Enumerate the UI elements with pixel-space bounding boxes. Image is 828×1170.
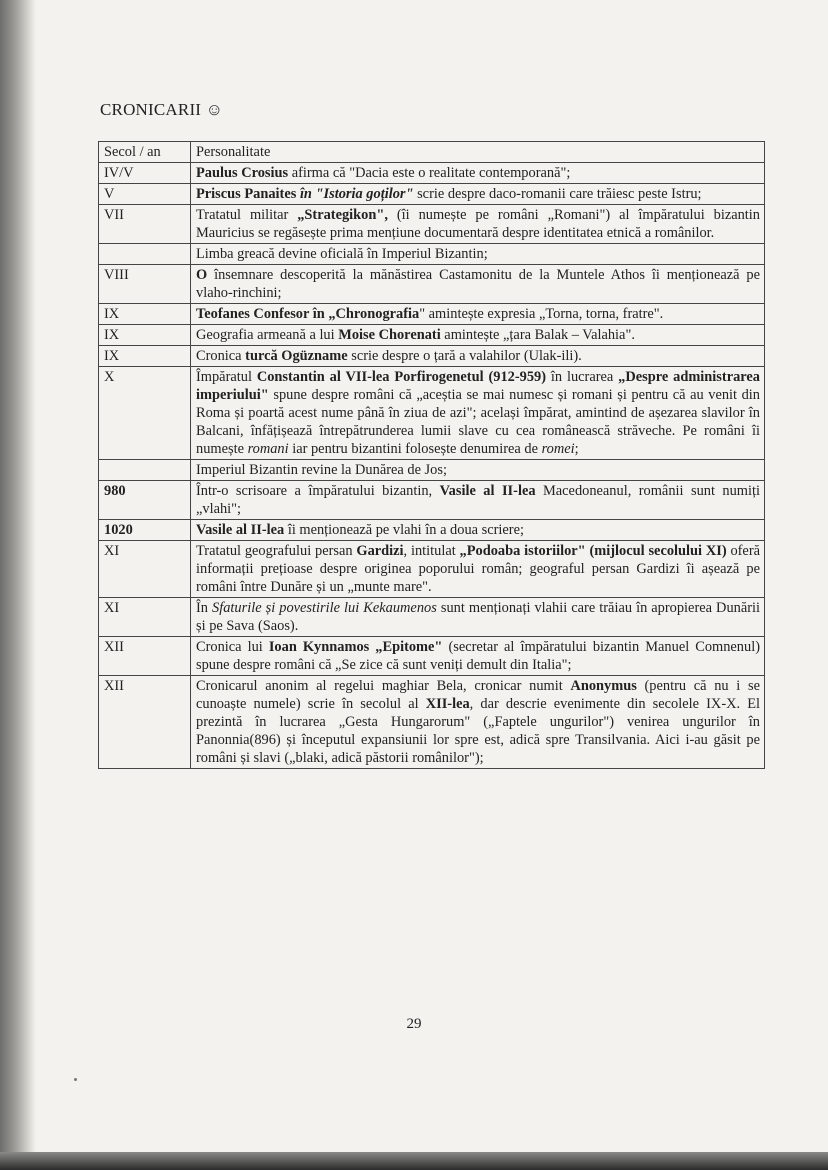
table-row (99, 244, 765, 265)
chronicles-table-wrapper (98, 141, 765, 769)
page-number: 29 (406, 1016, 422, 1032)
table-row (99, 541, 765, 598)
table-row (99, 325, 765, 346)
text-segment: sunt menționați vlahii care trăiau în apropierea Dunării și pe Sava (Saos). (196, 600, 761, 634)
text-segment: Sfaturile și povestirile lui Kekaumenos (212, 600, 437, 616)
text-segment: Moise Chorenati (338, 327, 441, 343)
table-row (99, 460, 765, 481)
table-header-row (99, 142, 765, 163)
text-segment: Tratatul militar (196, 207, 298, 223)
cell-period: VIII (99, 265, 191, 304)
text-segment: spune despre români că „aceștia se mai numesc și romani și pentru că au venit din Roma și poartă acest nume până în ziua de azi"; același împărat, amintind de așezarea slavilor în Balcani, înfățișează întrepătrunderea lumii slave cu cea românească străveche. Pe români îi numește (196, 387, 760, 457)
text-segment: turcă Ogüzname (245, 348, 348, 364)
text-segment: oferă informații prețioase despre originea poporului român; geograful persan Gardizi îi așează pe români între Dunăre și un „munte mare". (196, 543, 760, 595)
text-segment: (îi numește pe români „Romani") al împăratului bizantin Mauricius se regăsește prima mențiune documentară despre identitatea etnică a românilor. (196, 207, 760, 241)
cell-personality (191, 637, 765, 676)
text-segment: O (196, 267, 208, 283)
text-segment: Imperiul Bizantin revine la Dunărea de Jos; (196, 462, 447, 478)
cell-personality (191, 460, 765, 481)
cell-period: XI (99, 541, 191, 598)
cell-personality (191, 163, 765, 184)
text-segment: scrie despre o țară a valahilor (Ulak-ili). (347, 348, 582, 364)
scanner-edge (0, 1152, 828, 1170)
cell-personality (191, 184, 765, 205)
cell-period: VII (99, 205, 191, 244)
scan-speck (74, 1078, 77, 1081)
text-segment: în "Istoria goților" (299, 186, 414, 202)
text-segment: Constantin al VII-lea Porfirogenetul (912-959) (256, 369, 546, 385)
cell-period: IX (99, 346, 191, 367)
text-segment: Împăratul (196, 369, 257, 385)
text-segment: scrie despre daco-romanii care trăiesc peste Istru; (413, 186, 702, 202)
text-segment: , dar descrie evenimente din secolele IX-X. El prezintă în lucrarea „Gesta Hungarorum" („Faptele ungurilor") venirea ungurilor în Panonnia(896) și începutul expansiunii lor spre est, adică spre Transilvania. Aici i-au găsit pe români și slavi („blaki, adică păstorii românilor"); (196, 696, 761, 766)
text-segment: Priscus Panaites (196, 186, 300, 202)
text-segment: Vasile al II-lea (439, 483, 536, 499)
text-segment: Într-o scrisoare a împăratului bizantin, (196, 483, 440, 499)
cell-period: XII (99, 676, 191, 769)
text-segment: În (196, 600, 213, 616)
text-segment: Cronicarul anonim al regelui maghiar Bela, cronicar numit (196, 678, 571, 694)
cell-personality (191, 205, 765, 244)
text-segment: Cronica (196, 348, 246, 364)
cell-period: X (99, 367, 191, 460)
text-segment: Anonymus (570, 678, 637, 694)
cell-personality (191, 598, 765, 637)
binding-shadow (0, 0, 36, 1170)
cell-period: IX (99, 325, 191, 346)
cell-personality (191, 265, 765, 304)
text-segment: Tratatul geografului persan (196, 543, 357, 559)
text-segment: însemnare descoperită la mănăstirea Castamonitu de la Muntele Athos îi menționează pe vlaho-rinchini; (196, 267, 760, 301)
table-row (99, 205, 765, 244)
table-row (99, 304, 765, 325)
cell-personality (191, 325, 765, 346)
table-row (99, 346, 765, 367)
text-segment: Limba greacă devine oficială în Imperiul Bizantin; (196, 246, 488, 262)
cell-personality (191, 541, 765, 598)
text-segment: Vasile al II-lea (196, 522, 285, 538)
cell-period: IX (99, 304, 191, 325)
table-row (99, 520, 765, 541)
text-segment: ; (574, 441, 579, 457)
text-segment: „Podoaba istoriilor" (mijlocul secolului XI) (459, 543, 727, 559)
table-row (99, 676, 765, 769)
text-segment: Ioan Kynnamos „Epitome" (268, 639, 443, 655)
cell-period: IV/V (99, 163, 191, 184)
cell-personality (191, 367, 765, 460)
cell-personality (191, 304, 765, 325)
cell-personality (191, 520, 765, 541)
text-segment: XII-lea (425, 696, 470, 712)
table-row (99, 163, 765, 184)
cell-period: 980 (99, 481, 191, 520)
page-heading: CRONICARII ☺ (100, 100, 224, 119)
text-segment: Paulus Crosius (196, 165, 289, 181)
cell-period: 1020 (99, 520, 191, 541)
text-segment: (pentru că nu i se cunoaște numele) scrie în secolul al (196, 678, 760, 712)
cell-personality (191, 481, 765, 520)
text-segment: Cronica lui (196, 639, 269, 655)
cell-period: XI (99, 598, 191, 637)
cell-personality (191, 244, 765, 265)
table-body (99, 163, 765, 769)
text-segment: Teofanes Confesor în „Chronografia (196, 306, 420, 322)
text-segment: „Strategikon", (297, 207, 388, 223)
text-segment: iar pentru bizantini folosește denumirea de (288, 441, 542, 457)
cell-period (99, 244, 191, 265)
cell-personality (191, 676, 765, 769)
table-row (99, 598, 765, 637)
text-segment: afirma că "Dacia este o realitate contemporană"; (288, 165, 571, 181)
cell-period (99, 460, 191, 481)
text-segment: " amintește expresia „Torna, torna, fratre". (419, 306, 664, 322)
text-segment: „Despre administrarea imperiului" (196, 369, 760, 403)
header-personality: Personalitate (191, 142, 765, 163)
table-row (99, 265, 765, 304)
text-segment: îi menționează pe vlahi în a doua scriere; (284, 522, 524, 538)
table-row (99, 637, 765, 676)
cell-personality (191, 346, 765, 367)
table-row (99, 367, 765, 460)
text-segment: romani (247, 441, 289, 457)
text-segment: Geografia armeană a lui (196, 327, 339, 343)
text-segment: Gardizi (356, 543, 404, 559)
table-row (99, 184, 765, 205)
table-row (99, 481, 765, 520)
text-segment: Macedoneanul, românii sunt numiți „vlahi"; (196, 483, 760, 517)
text-segment: , intitulat (403, 543, 460, 559)
text-segment: (secretar al împăratului bizantin Manuel Comnenul) spune despre români că „Se zice că sunt veniți demult din Italia"; (196, 639, 760, 673)
cell-period: XII (99, 637, 191, 676)
chronicles-table (98, 141, 765, 769)
text-segment: romei (541, 441, 575, 457)
header-period: Secol / an (99, 142, 191, 163)
text-segment: în lucrarea (546, 369, 619, 385)
text-segment: amintește „țara Balak – Valahia". (440, 327, 635, 343)
cell-period: V (99, 184, 191, 205)
